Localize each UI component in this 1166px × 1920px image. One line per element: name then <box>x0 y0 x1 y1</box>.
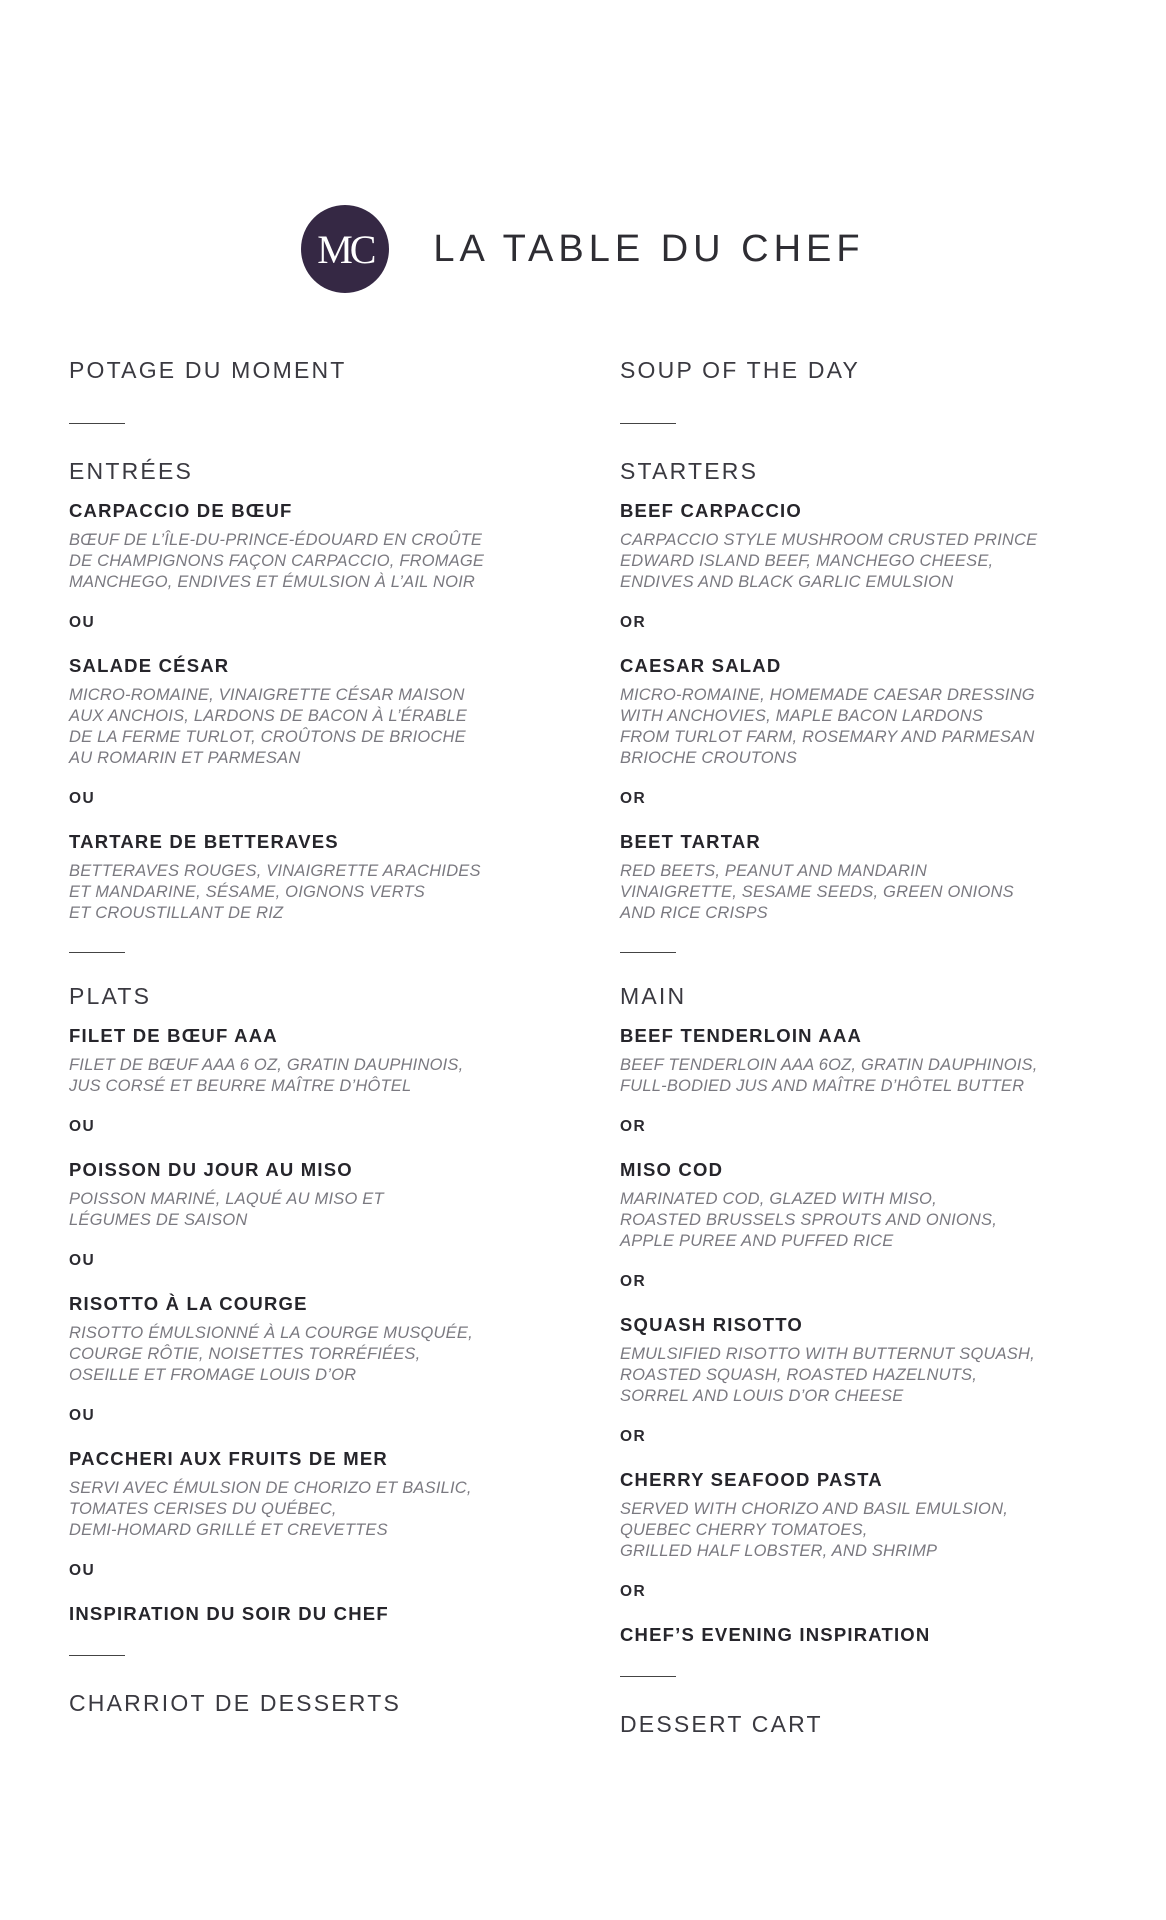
menu-item <box>69 1291 539 1386</box>
mains-title: MAIN <box>620 983 687 1009</box>
menu-item-name: INSPIRATION DU SOIR DU CHEF <box>69 1603 389 1624</box>
menu-item <box>620 1467 1090 1562</box>
or-separator: OU <box>69 790 96 807</box>
menu-title: LA TABLE DU CHEF <box>433 227 865 270</box>
menu-item-description: BEEF TENDERLOIN AAA 6OZ, GRATIN DAUPHINOIS, FULL-BODIED JUS AND MAÎTRE D’HÔTEL BUTTER <box>620 1056 1038 1095</box>
or-separator: OU <box>69 1407 96 1424</box>
or-separator: OU <box>69 1252 96 1269</box>
menu-item-name: CHERRY SEAFOOD PASTA <box>620 1469 883 1490</box>
menu-item <box>620 498 1090 593</box>
section-divider <box>620 952 676 953</box>
menu-item-name: SQUASH RISOTTO <box>620 1314 803 1335</box>
menu-item-description: MICRO-ROMAINE, VINAIGRETTE CÉSAR MAISON AUX ANCHOIS, LARDONS DE BACON À L’ÉRABLE DE LA FERME TURLOT, CROÛTONS DE BRIOCHE AU ROMARIN ET PARMESAN <box>69 686 467 767</box>
mains-section <box>620 981 1090 1648</box>
or-separator: OR <box>620 1273 647 1290</box>
or-separator: OR <box>620 1583 647 1600</box>
menu-item <box>69 829 539 924</box>
english-menu-column <box>620 355 1090 1739</box>
section-divider <box>69 423 125 424</box>
menu-item-name: POISSON DU JOUR AU MISO <box>69 1159 353 1180</box>
section-divider <box>620 423 676 424</box>
menu-item-description: CARPACCIO STYLE MUSHROOM CRUSTED PRINCE EDWARD ISLAND BEEF, MANCHEGO CHEESE, ENDIVES AND BLACK GARLIC EMULSION <box>620 531 1038 591</box>
menu-item <box>620 829 1090 924</box>
menu-item-name: BEEF TENDERLOIN AAA <box>620 1025 863 1046</box>
or-separator: OR <box>620 790 647 807</box>
dessert-title: CHARRIOT DE DESSERTS <box>69 1690 401 1716</box>
menu-item-name: CHEF’S EVENING INSPIRATION <box>620 1624 931 1645</box>
soup-title: POTAGE DU MOMENT <box>69 357 347 383</box>
soup-title: SOUP OF THE DAY <box>620 357 861 383</box>
menu-item-name: TARTARE DE BETTERAVES <box>69 831 339 852</box>
or-separator: OR <box>620 1428 647 1445</box>
mains-list <box>620 1023 1090 1648</box>
menu-item <box>620 1157 1090 1252</box>
menu-item-name: PACCHERI AUX FRUITS DE MER <box>69 1448 388 1469</box>
menu-item-description: MICRO-ROMAINE, HOMEMADE CAESAR DRESSING WITH ANCHOVIES, MAPLE BACON LARDONS FROM TURLOT FARM, ROSEMARY AND PARMESAN BRIOCHE CROUTONS <box>620 686 1035 767</box>
or-separator: OR <box>620 1118 647 1135</box>
menu-item <box>69 1023 539 1097</box>
menu-item <box>69 498 539 593</box>
menu-item-name: CARPACCIO DE BŒUF <box>69 500 293 521</box>
menu-header <box>0 205 1166 293</box>
or-separator: OU <box>69 1118 96 1135</box>
starters-section <box>620 456 1090 924</box>
menu-item-name: FILET DE BŒUF AAA <box>69 1025 278 1046</box>
menu-item-description: SERVED WITH CHORIZO AND BASIL EMULSION, QUEBEC CHERRY TOMATOES, GRILLED HALF LOBSTER, AND SHRIMP <box>620 1500 1008 1560</box>
menu-item-description: EMULSIFIED RISOTTO WITH BUTTERNUT SQUASH, ROASTED SQUASH, ROASTED HAZELNUTS, SORREL AND LOUIS D’OR CHEESE <box>620 1345 1035 1405</box>
mains-list <box>69 1023 539 1627</box>
starters-list <box>69 498 539 924</box>
menu-item <box>620 1622 1090 1648</box>
dessert-title: DESSERT CART <box>620 1711 823 1737</box>
menu-item <box>69 1446 539 1541</box>
menu-item-description: RED BEETS, PEANUT AND MANDARIN VINAIGRETTE, SESAME SEEDS, GREEN ONIONS AND RICE CRISPS <box>620 862 1014 922</box>
menu-item-description: POISSON MARINÉ, LAQUÉ AU MISO ET LÉGUMES DE SAISON <box>69 1190 384 1229</box>
or-separator: OR <box>620 614 647 631</box>
starters-list <box>620 498 1090 924</box>
menu-item-name: MISO COD <box>620 1159 724 1180</box>
mains-title: PLATS <box>69 983 152 1009</box>
section-divider <box>620 1676 676 1677</box>
menu-item <box>69 1601 539 1627</box>
starters-section <box>69 456 539 924</box>
menu-item-description: MARINATED COD, GLAZED WITH MISO, ROASTED BRUSSELS SPROUTS AND ONIONS, APPLE PUREE AND PUFFED RICE <box>620 1190 997 1250</box>
menu-item <box>69 653 539 769</box>
logo-text: MC <box>317 226 374 272</box>
mc-logo <box>301 205 389 293</box>
menu-item-name: CAESAR SALAD <box>620 655 782 676</box>
menu-item <box>620 653 1090 769</box>
or-separator: OU <box>69 614 96 631</box>
section-divider <box>69 1655 125 1656</box>
or-separator: OU <box>69 1562 96 1579</box>
menu-item-description: BŒUF DE L’ÎLE-DU-PRINCE-ÉDOUARD EN CROÛTE DE CHAMPIGNONS FAÇON CARPACCIO, FROMAGE MANCHEGO, ENDIVES ET ÉMULSION À L’AIL NOIR <box>69 531 485 591</box>
menu-item-description: FILET DE BŒUF AAA 6 OZ, GRATIN DAUPHINOIS, JUS CORSÉ ET BEURRE MAÎTRE D’HÔTEL <box>69 1056 464 1095</box>
menu-item-name: RISOTTO À LA COURGE <box>69 1293 308 1314</box>
menu-item-name: BEEF CARPACCIO <box>620 500 802 521</box>
menu-item-description: RISOTTO ÉMULSIONNÉ À LA COURGE MUSQUÉE, COURGE RÔTIE, NOISETTES TORRÉFIÉES, OSEILLE ET FROMAGE LOUIS D’OR <box>69 1324 473 1384</box>
starters-title: STARTERS <box>620 458 759 484</box>
menu-item <box>620 1023 1090 1097</box>
menu-item-description: BETTERAVES ROUGES, VINAIGRETTE ARACHIDES ET MANDARINE, SÉSAME, OIGNONS VERTS ET CROUSTILLANT DE RIZ <box>69 862 481 922</box>
menu-item <box>69 1157 539 1231</box>
menu-item <box>620 1312 1090 1407</box>
menu-item-name: SALADE CÉSAR <box>69 655 230 676</box>
french-menu-column <box>69 355 539 1718</box>
menu-item-description: SERVI AVEC ÉMULSION DE CHORIZO ET BASILIC, TOMATES CERISES DU QUÉBEC, DEMI-HOMARD GRILLÉ ET CREVETTES <box>69 1479 472 1539</box>
starters-title: ENTRÉES <box>69 458 194 484</box>
menu-item-name: BEET TARTAR <box>620 831 761 852</box>
mains-section <box>69 981 539 1627</box>
section-divider <box>69 952 125 953</box>
